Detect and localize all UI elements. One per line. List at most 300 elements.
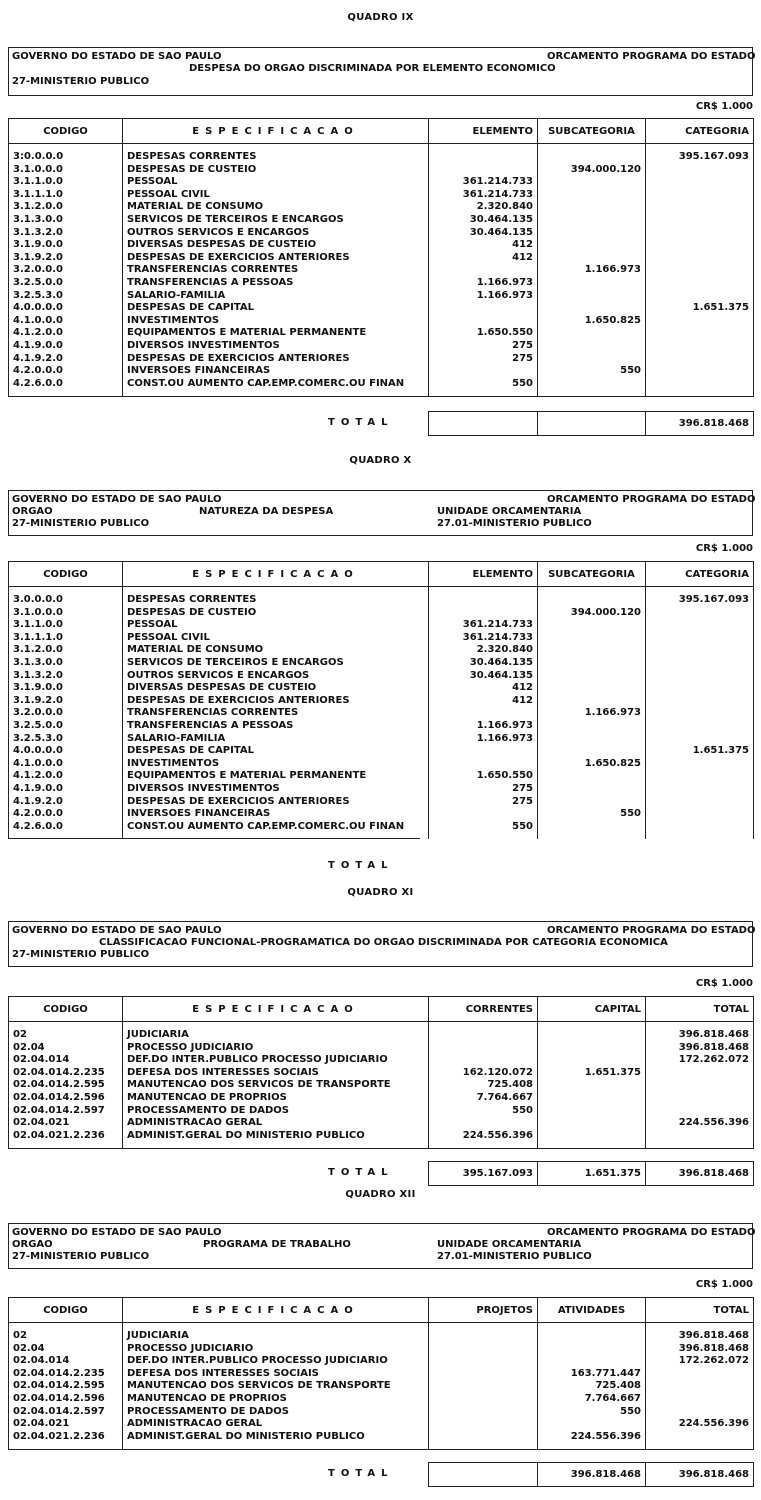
especificacao-cell: INVESTIMENTOS xyxy=(123,758,429,771)
codigo-cell: 3.1.9.0.0 xyxy=(9,239,123,252)
value-cell xyxy=(646,770,754,783)
value-cell xyxy=(429,607,538,620)
value-cell xyxy=(538,227,646,240)
value-cell xyxy=(538,1117,646,1130)
value-cell xyxy=(538,1054,646,1067)
especificacao-cell: MATERIAL DE CONSUMO xyxy=(123,201,429,214)
value-cell xyxy=(646,264,754,277)
total-value: 1.651.375 xyxy=(538,1162,646,1186)
value-cell: 412 xyxy=(429,695,538,708)
value-cell: 275 xyxy=(429,340,538,353)
codigo-cell: 4.1.0.0.0 xyxy=(9,758,123,771)
currency-unit: CR$ 1.000 xyxy=(695,543,753,554)
table-row xyxy=(9,189,754,202)
especificacao-cell: INVERSOES FINANCEIRAS xyxy=(123,808,429,821)
value-cell xyxy=(646,340,754,353)
value-cell: 361.214.733 xyxy=(429,176,538,189)
total-value xyxy=(429,1463,538,1487)
orcamento-label: ORCAMENTO PROGRAMA DO ESTADO xyxy=(547,925,756,936)
value-cell: 172.262.072 xyxy=(646,1355,754,1368)
col-categoria: CATEGORIA xyxy=(646,119,754,144)
codigo-cell: 4.2.6.0.0 xyxy=(9,378,123,397)
codigo-cell: 4.1.9.0.0 xyxy=(9,783,123,796)
value-cell xyxy=(646,607,754,620)
value-cell xyxy=(646,1380,754,1393)
value-cell: 1.650.825 xyxy=(538,315,646,328)
col-especificacao: ESPECIFICACAO xyxy=(123,119,429,144)
table-row xyxy=(9,607,754,620)
especificacao-cell: INVESTIMENTOS xyxy=(123,315,429,328)
value-cell xyxy=(646,1130,754,1149)
codigo-cell: 3.1.1.1.0 xyxy=(9,632,123,645)
value-cell xyxy=(646,290,754,303)
value-cell xyxy=(646,783,754,796)
value-cell: 30.464.135 xyxy=(429,657,538,670)
codigo-cell: 4.1.9.2.0 xyxy=(9,796,123,809)
value-cell xyxy=(538,1042,646,1055)
value-cell: 394.000.120 xyxy=(538,607,646,620)
value-cell: 396.818.468 xyxy=(646,1022,754,1042)
table-row xyxy=(9,176,754,189)
table-row xyxy=(9,290,754,303)
value-cell: 725.408 xyxy=(429,1079,538,1092)
value-cell xyxy=(646,1067,754,1080)
especificacao-cell: ADMINIST.GERAL DO MINISTERIO PUBLICO xyxy=(123,1130,429,1149)
unidade-name: 27.01-MINISTERIO PUBLICO xyxy=(437,1251,592,1262)
especificacao-cell: DIVERSAS DESPESAS DE CUSTEIO xyxy=(123,682,429,695)
value-cell xyxy=(646,632,754,645)
especificacao-cell: MANUTENCAO DOS SERVICOS DE TRANSPORTE xyxy=(123,1079,429,1092)
value-cell xyxy=(538,144,646,164)
value-cell: 395.167.093 xyxy=(646,144,754,164)
especificacao-cell: TRANSFERENCIAS A PESSOAS xyxy=(123,720,429,733)
table-row xyxy=(9,587,754,607)
table-row xyxy=(9,695,754,708)
especificacao-cell: EQUIPAMENTOS E MATERIAL PERMANENTE xyxy=(123,327,429,340)
quadro-xii-title: QUADRO XII xyxy=(345,1189,416,1200)
value-cell xyxy=(429,1022,538,1042)
table-row xyxy=(9,1079,754,1092)
value-cell: 550 xyxy=(429,378,538,397)
especificacao-cell: DEFESA DOS INTERESSES SOCIAIS xyxy=(123,1067,429,1080)
value-cell xyxy=(646,1406,754,1419)
value-cell xyxy=(538,733,646,746)
value-cell xyxy=(429,587,538,607)
value-cell xyxy=(538,302,646,315)
codigo-cell: 4.1.9.2.0 xyxy=(9,353,123,366)
value-cell xyxy=(429,1418,538,1431)
value-cell: 1.166.973 xyxy=(429,277,538,290)
especificacao-cell: SALARIO-FAMILIA xyxy=(123,733,429,746)
value-cell xyxy=(429,745,538,758)
value-cell: 1.650.550 xyxy=(429,770,538,783)
value-cell xyxy=(646,277,754,290)
value-cell: 550 xyxy=(429,821,538,840)
quadro-xi-title: QUADRO XI xyxy=(347,887,414,898)
value-cell: 7.764.667 xyxy=(538,1393,646,1406)
codigo-cell: 4.1.9.0.0 xyxy=(9,340,123,353)
gov-label: GOVERNO DO ESTADO DE SAO PAULO xyxy=(12,51,222,62)
codigo-cell: 02.04.021.2.236 xyxy=(9,1431,123,1450)
especificacao-cell: MATERIAL DE CONSUMO xyxy=(123,644,429,657)
value-cell xyxy=(538,1343,646,1356)
table-row xyxy=(9,808,754,821)
table-row xyxy=(9,707,754,720)
codigo-cell: 02.04.014.2.596 xyxy=(9,1393,123,1406)
codigo-cell: 02.04.014 xyxy=(9,1054,123,1067)
value-cell xyxy=(538,1092,646,1105)
value-cell: 1.166.973 xyxy=(429,290,538,303)
value-cell: 1.166.973 xyxy=(429,733,538,746)
codigo-cell: 3.2.0.0.0 xyxy=(9,264,123,277)
gov-label: GOVERNO DO ESTADO DE SAO PAULO xyxy=(12,925,222,936)
value-cell xyxy=(538,1105,646,1118)
especificacao-cell: OUTROS SERVICOS E ENCARGOS xyxy=(123,227,429,240)
codigo-cell: 02.04.014.2.235 xyxy=(9,1067,123,1080)
value-cell xyxy=(646,189,754,202)
value-cell xyxy=(538,587,646,607)
total-value: 396.818.468 xyxy=(646,1162,754,1186)
value-cell: 224.556.396 xyxy=(538,1431,646,1450)
quadro-ix-subtitle: DESPESA DO ORGAO DISCRIMINADA POR ELEMENTO ECONOMICO xyxy=(189,63,556,74)
value-cell xyxy=(646,808,754,821)
value-cell xyxy=(646,252,754,265)
especificacao-cell: SALARIO-FAMILIA xyxy=(123,290,429,303)
table-row xyxy=(9,302,754,315)
especificacao-cell: MANUTENCAO DOS SERVICOS DE TRANSPORTE xyxy=(123,1380,429,1393)
value-cell xyxy=(646,353,754,366)
table-row xyxy=(9,758,754,771)
value-cell xyxy=(646,733,754,746)
table-row xyxy=(9,1418,754,1431)
quadro-x-table xyxy=(8,561,754,839)
quadro-x-partial-bottom-border xyxy=(8,838,420,839)
col-elemento: ELEMENTO xyxy=(429,562,538,587)
value-cell xyxy=(646,657,754,670)
value-cell xyxy=(429,164,538,177)
value-cell xyxy=(538,695,646,708)
value-cell xyxy=(646,707,754,720)
quadro-xi-total-label: TOTAL xyxy=(328,1167,394,1178)
table-row xyxy=(9,670,754,683)
table-row xyxy=(9,821,754,840)
table-row xyxy=(9,353,754,366)
especificacao-cell: DESPESAS DE EXERCICIOS ANTERIORES xyxy=(123,252,429,265)
value-cell xyxy=(429,264,538,277)
value-cell xyxy=(538,277,646,290)
total-value xyxy=(538,412,646,436)
col-elemento: ELEMENTO xyxy=(429,119,538,144)
value-cell: 30.464.135 xyxy=(429,227,538,240)
value-cell xyxy=(646,758,754,771)
quadro-x-total-label: TOTAL xyxy=(328,860,394,871)
value-cell xyxy=(538,201,646,214)
value-cell: 162.120.072 xyxy=(429,1067,538,1080)
codigo-cell: 02.04.014.2.235 xyxy=(9,1368,123,1381)
quadro-xi-subtitle: CLASSIFICACAO FUNCIONAL-PROGRAMATICA DO ORGAO DISCRIMINADA POR CATEGORIA ECONOMICA xyxy=(99,937,668,948)
table-row xyxy=(9,682,754,695)
col-capital: CAPITAL xyxy=(538,997,646,1022)
value-cell xyxy=(646,239,754,252)
table-row xyxy=(9,1393,754,1406)
value-cell: 275 xyxy=(429,783,538,796)
especificacao-cell: DESPESAS DE CUSTEIO xyxy=(123,607,429,620)
codigo-cell: 02.04 xyxy=(9,1343,123,1356)
codigo-cell: 3.1.3.2.0 xyxy=(9,670,123,683)
value-cell xyxy=(646,1105,754,1118)
value-cell: 395.167.093 xyxy=(646,587,754,607)
codigo-cell: 02.04.014.2.595 xyxy=(9,1079,123,1092)
especificacao-cell: PESSOAL xyxy=(123,176,429,189)
especificacao-cell: CONST.OU AUMENTO CAP.EMP.COMERC.OU FINAN xyxy=(123,378,429,397)
especificacao-cell: MANUTENCAO DE PROPRIOS xyxy=(123,1092,429,1105)
codigo-cell: 3.1.0.0.0 xyxy=(9,607,123,620)
quadro-x-subtitle: NATUREZA DA DESPESA xyxy=(199,506,334,517)
col-atividades: ATIVIDADES xyxy=(538,1298,646,1323)
col-especificacao: ESPECIFICACAO xyxy=(123,1298,429,1323)
especificacao-cell: JUDICIARIA xyxy=(123,1022,429,1042)
especificacao-cell: PESSOAL CIVIL xyxy=(123,189,429,202)
table-row xyxy=(9,327,754,340)
total-value: 396.818.468 xyxy=(646,412,754,436)
codigo-cell: 3.1.3.2.0 xyxy=(9,227,123,240)
codigo-cell: 3.1.2.0.0 xyxy=(9,201,123,214)
especificacao-cell: ADMINISTRACAO GERAL xyxy=(123,1418,429,1431)
value-cell xyxy=(538,290,646,303)
value-cell: 396.818.468 xyxy=(646,1323,754,1343)
value-cell xyxy=(538,796,646,809)
value-cell: 1.166.973 xyxy=(429,720,538,733)
total-value xyxy=(429,412,538,436)
value-cell xyxy=(646,796,754,809)
col-projetos: PROJETOS xyxy=(429,1298,538,1323)
currency-unit: CR$ 1.000 xyxy=(695,1279,753,1290)
value-cell xyxy=(429,1042,538,1055)
value-cell xyxy=(538,239,646,252)
table-row xyxy=(9,644,754,657)
table-row xyxy=(9,1092,754,1105)
value-cell xyxy=(538,657,646,670)
table-row xyxy=(9,252,754,265)
value-cell xyxy=(538,214,646,227)
especificacao-cell: DESPESAS DE EXERCICIOS ANTERIORES xyxy=(123,353,429,366)
table-row xyxy=(9,1343,754,1356)
unidade-label: UNIDADE ORCAMENTARIA xyxy=(437,506,582,517)
table-row xyxy=(9,378,754,397)
value-cell xyxy=(429,302,538,315)
especificacao-cell: DESPESAS DE CAPITAL xyxy=(123,302,429,315)
value-cell xyxy=(646,176,754,189)
especificacao-cell: JUDICIARIA xyxy=(123,1323,429,1343)
value-cell xyxy=(538,821,646,840)
quadro-xii-total-row xyxy=(428,1462,754,1487)
codigo-cell: 02.04.014.2.595 xyxy=(9,1380,123,1393)
quadro-ix-table xyxy=(8,118,754,397)
value-cell xyxy=(429,1117,538,1130)
codigo-cell: 4.2.0.0.0 xyxy=(9,808,123,821)
especificacao-cell: MANUTENCAO DE PROPRIOS xyxy=(123,1393,429,1406)
quadro-xi-header-box xyxy=(8,921,756,967)
value-cell: 30.464.135 xyxy=(429,214,538,227)
table-row xyxy=(9,632,754,645)
especificacao-cell: TRANSFERENCIAS A PESSOAS xyxy=(123,277,429,290)
value-cell: 275 xyxy=(429,796,538,809)
value-cell: 396.818.468 xyxy=(646,1042,754,1055)
orgao-label: ORGAO xyxy=(12,506,53,517)
table-row xyxy=(9,619,754,632)
table-row xyxy=(9,1323,754,1343)
value-cell xyxy=(538,378,646,397)
table-row xyxy=(9,277,754,290)
total-value: 395.167.093 xyxy=(429,1162,538,1186)
codigo-cell: 02.04.014.2.597 xyxy=(9,1406,123,1419)
codigo-cell: 3.1.9.0.0 xyxy=(9,682,123,695)
value-cell xyxy=(646,821,754,840)
table-row xyxy=(9,1022,754,1042)
especificacao-cell: DIVERSAS DESPESAS DE CUSTEIO xyxy=(123,239,429,252)
value-cell xyxy=(429,758,538,771)
table-row xyxy=(9,1067,754,1080)
col-categoria: CATEGORIA xyxy=(646,562,754,587)
quadro-ix-total-label: TOTAL xyxy=(328,417,394,428)
value-cell: 224.556.396 xyxy=(646,1418,754,1431)
orcamento-label: ORCAMENTO PROGRAMA DO ESTADO xyxy=(547,51,756,62)
value-cell xyxy=(538,340,646,353)
codigo-cell: 3.1.1.0.0 xyxy=(9,176,123,189)
table-row xyxy=(9,745,754,758)
value-cell: 1.166.973 xyxy=(538,707,646,720)
value-cell xyxy=(646,1431,754,1450)
codigo-cell: 4.0.0.0.0 xyxy=(9,302,123,315)
table-row xyxy=(9,1431,754,1450)
value-cell: 361.214.733 xyxy=(429,189,538,202)
value-cell xyxy=(646,1368,754,1381)
especificacao-cell: DESPESAS DE EXERCICIOS ANTERIORES xyxy=(123,695,429,708)
col-codigo: CODIGO xyxy=(9,1298,123,1323)
value-cell: 1.651.375 xyxy=(646,302,754,315)
quadro-x-title: QUADRO X xyxy=(349,455,412,466)
col-correntes: CORRENTES xyxy=(429,997,538,1022)
value-cell xyxy=(646,315,754,328)
value-cell: 224.556.396 xyxy=(429,1130,538,1149)
especificacao-cell: DESPESAS CORRENTES xyxy=(123,587,429,607)
quadro-x-header-box xyxy=(8,490,756,536)
table-row xyxy=(9,796,754,809)
col-especificacao: ESPECIFICACAO xyxy=(123,562,429,587)
value-cell: 550 xyxy=(538,1406,646,1419)
value-cell xyxy=(538,632,646,645)
codigo-cell: 3.2.5.3.0 xyxy=(9,733,123,746)
col-codigo: CODIGO xyxy=(9,119,123,144)
orgao-name: 27-MINISTERIO PUBLICO xyxy=(12,1251,150,1262)
codigo-cell: 3.1.9.2.0 xyxy=(9,252,123,265)
value-cell xyxy=(646,327,754,340)
unidade-name: 27.01-MINISTERIO PUBLICO xyxy=(437,518,592,529)
value-cell xyxy=(538,682,646,695)
value-cell: 1.651.375 xyxy=(538,1067,646,1080)
table-row xyxy=(9,264,754,277)
orgao-name: 27-MINISTERIO PUBLICO xyxy=(12,949,150,960)
value-cell xyxy=(429,1380,538,1393)
value-cell: 412 xyxy=(429,239,538,252)
value-cell: 550 xyxy=(429,1105,538,1118)
value-cell xyxy=(538,745,646,758)
codigo-cell: 02 xyxy=(9,1022,123,1042)
quadro-xii-header-box xyxy=(8,1223,756,1269)
value-cell xyxy=(429,1393,538,1406)
especificacao-cell: DESPESAS DE EXERCICIOS ANTERIORES xyxy=(123,796,429,809)
col-total: TOTAL xyxy=(646,997,754,1022)
table-row xyxy=(9,657,754,670)
quadro-xii-table xyxy=(8,1297,754,1450)
orcamento-label: ORCAMENTO PROGRAMA DO ESTADO xyxy=(547,1227,756,1238)
especificacao-cell: PROCESSAMENTO DE DADOS xyxy=(123,1406,429,1419)
codigo-cell: 3.1.0.0.0 xyxy=(9,164,123,177)
value-cell xyxy=(538,1022,646,1042)
orcamento-label: ORCAMENTO PROGRAMA DO ESTADO xyxy=(547,494,756,505)
codigo-cell: 02.04.021 xyxy=(9,1418,123,1431)
quadro-ix-total-row xyxy=(428,411,754,436)
value-cell: 1.650.825 xyxy=(538,758,646,771)
value-cell xyxy=(646,378,754,397)
value-cell: 394.000.120 xyxy=(538,164,646,177)
value-cell xyxy=(646,164,754,177)
table-row xyxy=(9,783,754,796)
value-cell xyxy=(538,644,646,657)
gov-label: GOVERNO DO ESTADO DE SAO PAULO xyxy=(12,494,222,505)
value-cell xyxy=(538,783,646,796)
especificacao-cell: SERVICOS DE TERCEIROS E ENCARGOS xyxy=(123,214,429,227)
value-cell: 361.214.733 xyxy=(429,619,538,632)
col-codigo: CODIGO xyxy=(9,997,123,1022)
value-cell: 224.556.396 xyxy=(646,1117,754,1130)
table-row xyxy=(9,1130,754,1149)
value-cell xyxy=(429,707,538,720)
value-cell xyxy=(538,770,646,783)
value-cell: 2.320.840 xyxy=(429,201,538,214)
value-cell xyxy=(646,670,754,683)
codigo-cell: 3.2.5.3.0 xyxy=(9,290,123,303)
value-cell: 30.464.135 xyxy=(429,670,538,683)
value-cell xyxy=(646,1092,754,1105)
value-cell: 172.262.072 xyxy=(646,1054,754,1067)
value-cell xyxy=(646,682,754,695)
value-cell xyxy=(538,619,646,632)
quadro-ix-header-box xyxy=(8,47,756,96)
value-cell xyxy=(429,1368,538,1381)
value-cell xyxy=(538,252,646,265)
especificacao-cell: PROCESSO JUDICIARIO xyxy=(123,1343,429,1356)
quadro-xi-total-row xyxy=(428,1161,754,1186)
table-row xyxy=(9,1380,754,1393)
value-cell xyxy=(646,214,754,227)
codigo-cell: 4.2.0.0.0 xyxy=(9,365,123,378)
col-subcategoria: SUBCATEGORIA xyxy=(538,119,646,144)
especificacao-cell: EQUIPAMENTOS E MATERIAL PERMANENTE xyxy=(123,770,429,783)
value-cell: 1.166.973 xyxy=(538,264,646,277)
value-cell: 396.818.468 xyxy=(646,1343,754,1356)
table-row xyxy=(9,164,754,177)
value-cell xyxy=(538,353,646,366)
value-cell xyxy=(429,1431,538,1450)
codigo-cell: 3:0.0.0.0 xyxy=(9,144,123,164)
codigo-cell: 3.0.0.0.0 xyxy=(9,587,123,607)
value-cell xyxy=(646,695,754,708)
value-cell: 550 xyxy=(538,365,646,378)
value-cell: 2.320.840 xyxy=(429,644,538,657)
value-cell xyxy=(429,365,538,378)
value-cell xyxy=(538,1079,646,1092)
